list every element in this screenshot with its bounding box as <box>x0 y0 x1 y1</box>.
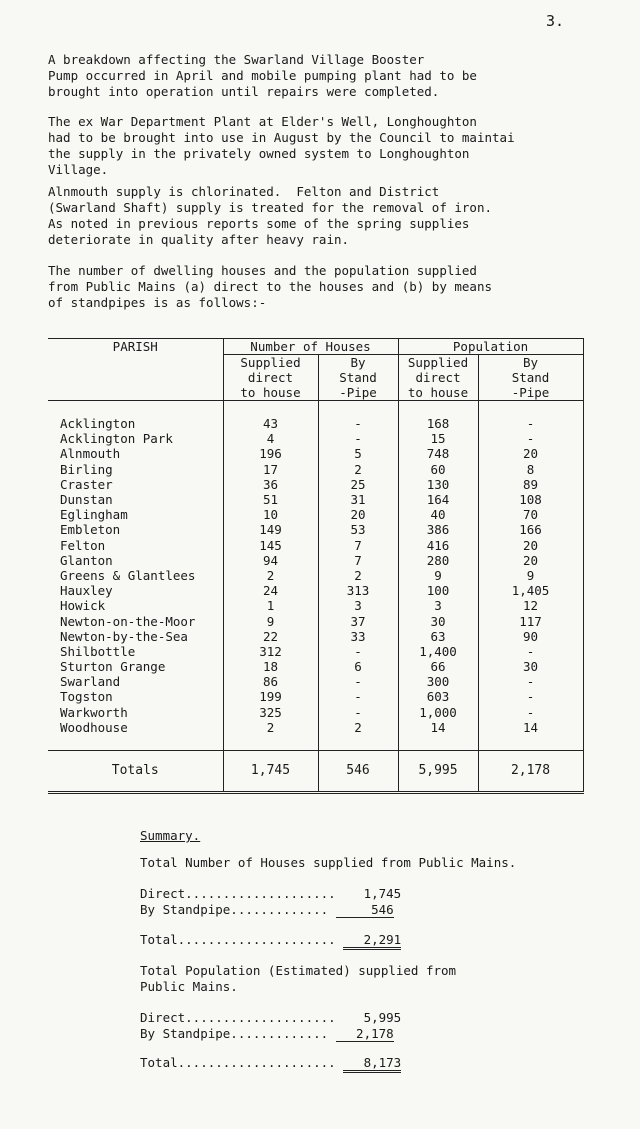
houses-standpipe: - <box>318 431 398 446</box>
pop-total-label: Total..................... <box>140 1055 336 1070</box>
pop-direct-label: Direct.................... <box>140 1010 336 1025</box>
population-direct: 100 <box>398 583 478 598</box>
population-direct: 748 <box>398 446 478 461</box>
houses-standpipe: 33 <box>318 629 398 644</box>
table-row <box>48 674 583 689</box>
total-population-standpipe: 2,178 <box>478 750 583 792</box>
direct-label: Direct.................... <box>140 886 336 901</box>
houses-standpipe: - <box>318 674 398 689</box>
houses-standpipe: 37 <box>318 613 398 628</box>
parish-name: Swarland <box>60 674 121 690</box>
houses-standpipe: 2 <box>318 462 398 477</box>
paragraph-dwelling-houses: The number of dwelling houses and the population supplied from Public Mains (a) direct to the houses and (b) by means of standpipes is as follows:- <box>48 263 493 310</box>
houses-standpipe: 6 <box>318 659 398 674</box>
table-row <box>48 507 583 522</box>
table-spacer-cell <box>48 735 223 751</box>
total-houses-value: 2,291 <box>343 932 401 950</box>
supply-table <box>48 338 584 794</box>
houses-standpipe: 2 <box>318 568 398 583</box>
houses-direct: 24 <box>223 583 318 598</box>
population-direct: 416 <box>398 538 478 553</box>
table-spacer-cell <box>223 401 318 417</box>
population-direct: 1,000 <box>398 705 478 720</box>
parish-name: Acklington Park <box>60 431 173 447</box>
population-direct: 603 <box>398 689 478 704</box>
population-standpipe: 117 <box>478 613 583 628</box>
houses-direct: 17 <box>223 462 318 477</box>
paragraph-elders-well: The ex War Department Plant at Elder's Well, Longhoughton had to be brought into use in August by the Council to maintai the supply in the privately owned system to Longhoughton Village. <box>48 114 515 177</box>
population-summary-title: Total Population (Estimated) supplied from Public Mains. <box>140 963 457 994</box>
population-standpipe: 90 <box>478 629 583 644</box>
parish-name: Alnmouth <box>60 446 121 462</box>
houses-standpipe: 20 <box>318 507 398 522</box>
direct-population-value: 5,995 <box>363 1010 402 1025</box>
totals-label: Totals <box>48 750 223 792</box>
table-row <box>48 462 583 477</box>
population-direct: 63 <box>398 629 478 644</box>
table-spacer-cell <box>318 735 398 751</box>
table-spacer-cell <box>478 401 583 417</box>
parish-name: Woodhouse <box>60 719 128 735</box>
table-spacer-cell <box>48 401 223 417</box>
houses-direct: 149 <box>223 522 318 537</box>
table-row <box>48 522 583 537</box>
table-spacer-cell <box>398 401 478 417</box>
population-standpipe: 20 <box>478 446 583 461</box>
total-label: Total..................... <box>140 932 336 947</box>
population-direct: 3 <box>398 598 478 613</box>
houses-group-header: Number of Houses <box>223 339 398 355</box>
population-direct: 300 <box>398 674 478 689</box>
table-spacer-cell <box>318 401 398 417</box>
total-population-value: 8,173 <box>343 1055 401 1073</box>
houses-direct: 51 <box>223 492 318 507</box>
population-direct: 130 <box>398 477 478 492</box>
standpipe-population-value: 2,178 <box>336 1026 394 1042</box>
population-standpipe: 108 <box>478 492 583 507</box>
houses-direct: 1 <box>223 598 318 613</box>
houses-direct: 2 <box>223 568 318 583</box>
totals-row <box>48 750 583 792</box>
table-row <box>48 613 583 628</box>
population-total-line <box>140 1055 401 1073</box>
parish-name: Sturton Grange <box>60 659 166 675</box>
population-direct: 164 <box>398 492 478 507</box>
population-direct: 386 <box>398 522 478 537</box>
paragraph-booster-pump: A breakdown affecting the Swarland Village Booster Pump occurred in April and mobile pumping plant had to be brought into operation until repairs were completed. <box>48 52 477 99</box>
total-houses-standpipe: 546 <box>318 750 398 792</box>
population-standpipe: - <box>478 674 583 689</box>
parish-name: Shilbottle <box>60 643 136 659</box>
population-standpipe: 30 <box>478 659 583 674</box>
population-standpipe: 20 <box>478 538 583 553</box>
population-direct: 9 <box>398 568 478 583</box>
summary-heading: Summary. <box>140 828 201 843</box>
parish-name: Birling <box>60 461 113 477</box>
houses-direct: 22 <box>223 629 318 644</box>
population-standpipe: 70 <box>478 507 583 522</box>
table-row <box>48 492 583 507</box>
houses-direct: 196 <box>223 446 318 461</box>
page-number: 3. <box>545 12 565 30</box>
houses-direct: 86 <box>223 674 318 689</box>
houses-direct: 145 <box>223 538 318 553</box>
parish-name: Glanton <box>60 552 113 568</box>
houses-standpipe: 7 <box>318 538 398 553</box>
parish-name: Acklington <box>60 416 136 432</box>
parish-name: Felton <box>60 537 106 553</box>
paragraph-chlorination: Alnmouth supply is chlorinated. Felton and District (Swarland Shaft) supply is treated for the removal of iron. As noted in previous reports some of the spring supplies deteriorate in quality after heavy rain. <box>48 184 493 247</box>
population-standpipe: 1,405 <box>478 583 583 598</box>
houses-direct: 9 <box>223 613 318 628</box>
houses-standpipe: 313 <box>318 583 398 598</box>
houses-direct: 36 <box>223 477 318 492</box>
population-standpipe: - <box>478 416 583 431</box>
houses-standpipe: - <box>318 644 398 659</box>
table-row <box>48 416 583 431</box>
houses-standpipe: 7 <box>318 553 398 568</box>
houses-summary-title: Total Number of Houses supplied from Public Mains. <box>140 855 517 870</box>
parish-name: Howick <box>60 598 106 614</box>
population-standpipe: - <box>478 705 583 720</box>
houses-direct: 199 <box>223 689 318 704</box>
houses-direct: 94 <box>223 553 318 568</box>
houses-standpipe: 2 <box>318 720 398 735</box>
total-population-direct: 5,995 <box>398 750 478 792</box>
houses-direct: 2 <box>223 720 318 735</box>
total-houses-direct: 1,745 <box>223 750 318 792</box>
parish-name: Dunstan <box>60 492 113 508</box>
houses-standpipe: - <box>318 689 398 704</box>
houses-direct: 10 <box>223 507 318 522</box>
houses-direct: 43 <box>223 416 318 431</box>
population-direct: 15 <box>398 431 478 446</box>
table-row <box>48 705 583 720</box>
population-direct: 40 <box>398 507 478 522</box>
table-row <box>48 568 583 583</box>
table-row <box>48 538 583 553</box>
population-direct: 1,400 <box>398 644 478 659</box>
parish-name: Togston <box>60 689 113 705</box>
population-standpipe: 14 <box>478 720 583 735</box>
table-row <box>48 644 583 659</box>
houses-direct: 18 <box>223 659 318 674</box>
table-row <box>48 629 583 644</box>
houses-standpipe: - <box>318 705 398 720</box>
table-row <box>48 689 583 704</box>
parish-name: Greens & Glantlees <box>60 567 196 583</box>
parish-name: Craster <box>60 476 113 492</box>
population-standpipe-header: By Stand -Pipe <box>478 355 583 401</box>
parish-name: Embleton <box>60 522 121 538</box>
population-direct: 66 <box>398 659 478 674</box>
population-direct: 280 <box>398 553 478 568</box>
table-row <box>48 431 583 446</box>
parish-name: Hauxley <box>60 583 113 599</box>
table-spacer-cell <box>478 735 583 751</box>
parish-name: Eglingham <box>60 507 128 523</box>
houses-standpipe: 31 <box>318 492 398 507</box>
houses-direct-header: Supplied direct to house <box>223 355 318 401</box>
population-standpipe: - <box>478 431 583 446</box>
standpipe-houses-value: 546 <box>336 902 394 918</box>
houses-total-line <box>140 932 401 950</box>
population-direct: 14 <box>398 720 478 735</box>
houses-direct: 312 <box>223 644 318 659</box>
population-direct: 168 <box>398 416 478 431</box>
table-spacer-cell <box>398 735 478 751</box>
table-row <box>48 583 583 598</box>
population-direct-line <box>140 1010 401 1025</box>
population-standpipe: - <box>478 644 583 659</box>
population-standpipe: - <box>478 689 583 704</box>
table-row <box>48 446 583 461</box>
population-group-header: Population <box>398 339 583 355</box>
houses-standpipe: 5 <box>318 446 398 461</box>
table-spacer-row <box>48 401 583 417</box>
population-direct-header: Supplied direct to house <box>398 355 478 401</box>
houses-standpipe: - <box>318 416 398 431</box>
table-row <box>48 659 583 674</box>
population-standpipe: 12 <box>478 598 583 613</box>
houses-standpipe: 3 <box>318 598 398 613</box>
table-spacer-cell <box>223 735 318 751</box>
population-standpipe: 166 <box>478 522 583 537</box>
table-row <box>48 553 583 568</box>
table-row <box>48 598 583 613</box>
houses-standpipe-header: By Stand -Pipe <box>318 355 398 401</box>
houses-standpipe: 25 <box>318 477 398 492</box>
direct-houses-value: 1,745 <box>363 886 402 901</box>
table-row <box>48 720 583 735</box>
population-direct: 60 <box>398 462 478 477</box>
pop-standpipe-label: By Standpipe............. <box>140 1026 329 1041</box>
population-standpipe: 20 <box>478 553 583 568</box>
houses-standpipe: 53 <box>318 522 398 537</box>
houses-standpipe-line <box>140 902 394 918</box>
parish-name: Newton-on-the-Moor <box>60 613 196 629</box>
standpipe-label: By Standpipe............. <box>140 902 329 917</box>
population-direct: 30 <box>398 613 478 628</box>
population-standpipe-line <box>140 1026 394 1042</box>
houses-direct-line <box>140 886 401 901</box>
houses-direct: 4 <box>223 431 318 446</box>
houses-direct: 325 <box>223 705 318 720</box>
population-standpipe: 89 <box>478 477 583 492</box>
table-spacer-row <box>48 735 583 751</box>
population-standpipe: 8 <box>478 462 583 477</box>
parish-name: Newton-by-the-Sea <box>60 628 188 644</box>
table-row <box>48 477 583 492</box>
population-standpipe: 9 <box>478 568 583 583</box>
parish-name: Warkworth <box>60 704 128 720</box>
parish-header: PARISH <box>48 339 223 401</box>
